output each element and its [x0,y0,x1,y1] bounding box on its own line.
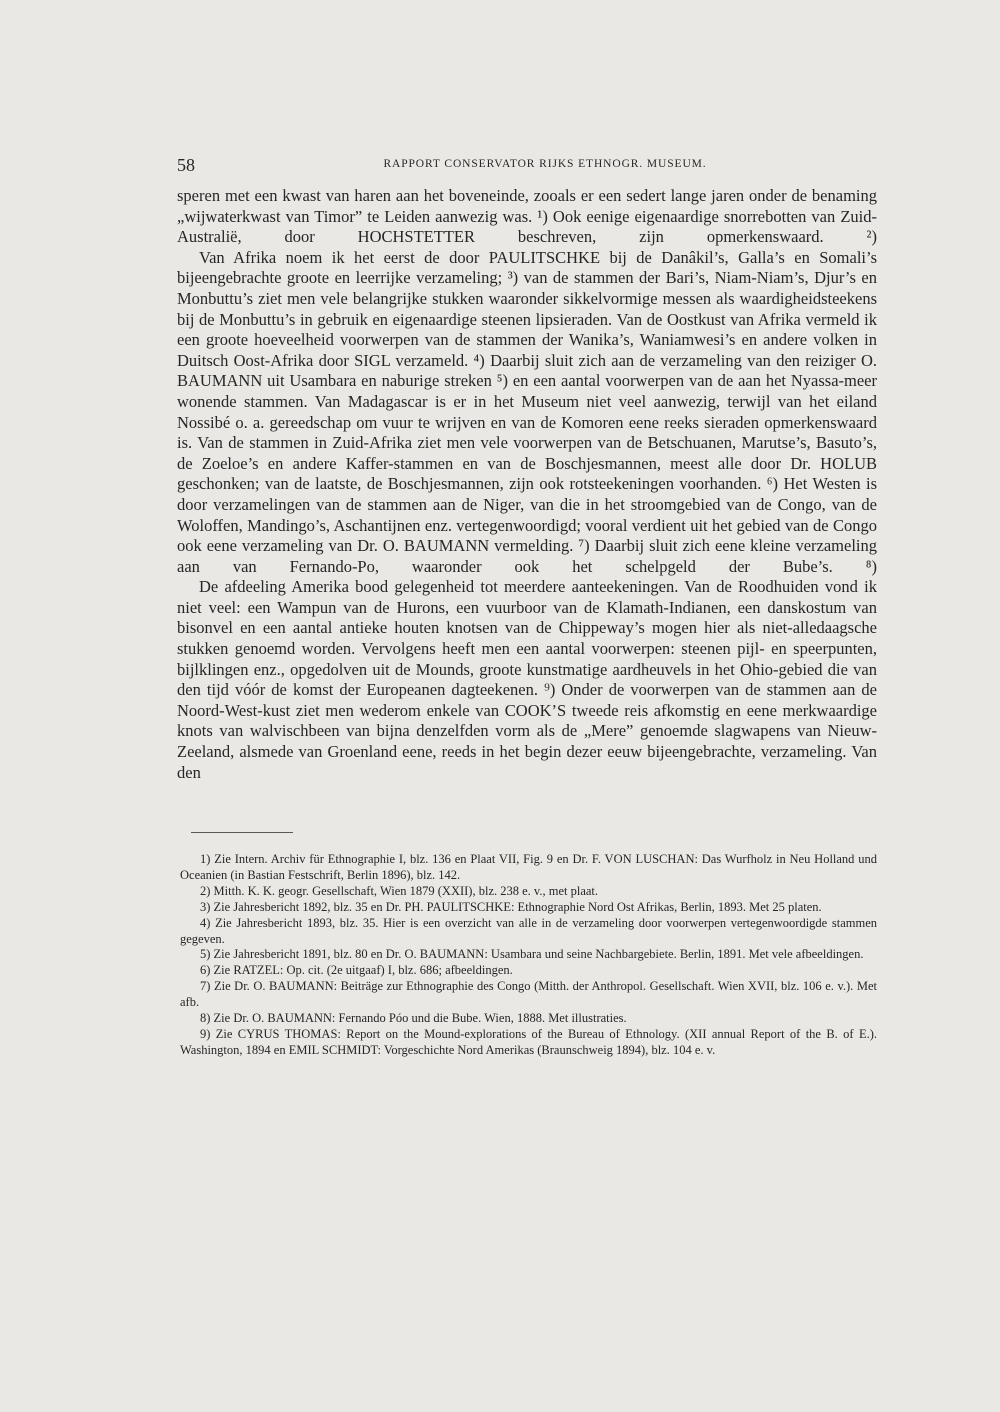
footnote-2: 2) Mitth. K. K. geogr. Gesellschaft, Wien 1879 (XXII), blz. 238 e. v., met plaat. [200,883,599,898]
footnote-5: 5) Zie Jahresbericht 1891, blz. 80 en Dr. O. BAUMANN: Usambara und seine Nachbargebiete. Berlin, 1891. Met vele afbeeldingen. [200,947,864,962]
footnote-6: 6) Zie RATZEL: Op. cit. (2e uitgaaf) I, blz. 686; afbeeldingen. [200,963,513,978]
running-head: RAPPORT CONSERVATOR RIJKS ETHNOGR. MUSEUM. [383,158,707,170]
footnote-1: 1) Zie Intern. Archiv für Ethnographie I, blz. 136 en Plaat VII, Fig. 9 en Dr. F. VON LUSCHAN: Das Wurfholz in Neu Holland und Oceanien (in Bastian Festschrift, Berlin 1896), blz. 142. [180,852,877,882]
footnote-8: 8) Zie Dr. O. BAUMANN: Fernando Póo und die Bube. Wien, 1888. Met illustraties. [200,1011,627,1026]
paragraph-2: Van Afrika noem ik het eerst de door PAULITSCHKE bij de Danâkil’s, Galla’s en Somali’s bijeengebrachte groote en leerrijke verzameling; ³) van de stammen der Bari’s, Niam-Niam’s, Djur’s en Monbuttu’s ziet men vele belangrijke stukken waaronder sikkelvormige messen als waardigheidsteekens bij de Monbuttu’s in gebruik en eigenaardige steenen lipsieraden. Van de Oostkust van Afrika vermeld ik een groote hoeveelheid voorwerpen van de stammen der Wanika’s, Waniamwesi’s en andere volken in Duitsch Oost-Afrika door SIGL verzameld. ⁴) Daarbij sluit zich aan de verzameling van den reiziger O. BAUMANN uit Usambara en naburige streken ⁵) en een aantal voorwerpen van de aan het Nyassa-meer wonende stammen. Van Madagascar is er in het Museum niet veel aanwezig, terwijl van het eiland Nossibé o. a. gereedschap om vuur te wrijven en van de Komoren eene reeks sieraden opmerkenswaard is. Van de stammen in Zuid-Afrika ziet men vele voorwerpen van de Betschuanen, Marutse’s, Basuto’s, de Zoeloe’s en andere Kaffer-stammen en van de Boschjesmannen, meest alle door Dr. HOLUB geschonken; van de laatste, de Boschjesmannen, zijn ook rotsteekeningen voorhanden. ⁶) Het Westen is door verzamelingen van de stammen aan de Niger, van die in het stroomgebied van de Congo, van de Woloffen, Mandingo’s, Aschantijnen enz. vertegenwoordigd; vooral verdient uit het gebied van de Congo ook eene verzameling van Dr. O. BAUMANN vermelding. ⁷) Daarbij sluit zich eene kleine verzameling aan van Fernando-Po, waaronder ook het schelpgeld der Bube’s. ⁸) [177,247,877,576]
footnote-4: 4) Zie Jahresbericht 1893, blz. 35. Hier is een overzicht van alle in de verzameling door voorwerpen vertegenwoordigde stammen gegeven. [180,915,877,946]
footnote-7: 7) Zie Dr. O. BAUMANN: Beiträge zur Ethnographie des Congo (Mitth. der Anthropol. Gesellschaft. Wien XVII, blz. 106 e. v.). Met afb. [180,979,877,1010]
footnote-separator [191,832,293,833]
footnotes [180,852,877,1059]
paragraph-1: speren met een kwast van haren aan het boveneinde, zooals er een sedert lange jaren onder de benaming „wijwaterkwast van Timor” te Leiden aanwezig was. ¹) Ook eenige eigenaardige snorrebotten van Zuid-Australië, door HOCHSTETTER beschreven, zijn opmerkenswaard. ²) [177,186,877,247]
page-number: 58 [177,155,195,175]
footnote-3: 3) Zie Jahresbericht 1892, blz. 35 en Dr. PH. PAULITSCHKE: Ethnographie Nord Ost Afrikas, Berlin, 1893. Met 25 platen. [200,899,822,914]
paragraph-3: De afdeeling Amerika bood gelegenheid tot meerdere aanteekeningen. Van de Roodhuiden vond ik niet veel: een Wampun van de Hurons, een vuurboor van de Klamath-Indianen, een danskostum van bisonvel en een aantal antieke houten knotsen van de Chippeway’s mogen hier als niet-alledaagsche stukken genoemd worden. Vervolgens heeft men een aantal voorwerpen: steenen pijl- en speerpunten, bijlklingen enz., opgedolven uit de Mounds, groote kunstmatige aardheuvels in het Ohio-gebied die van den tijd vóór de komst der Europeanen dagteekenen. ⁹) Onder de voorwerpen van de stammen aan de Noord-West-kust ziet men wederom enkele van COOK’S tweede reis afkomstig en eene merkwaardige knots van walvischbeen van bijna denzelfden vorm als de „Mere” genoemde slagwapens van Nieuw-Zeeland, alsmede van Groenland eene, reeds in het begin dezer eeuw bijeengebrachte, verzameling. Van den [177,577,877,782]
page-header [177,155,877,179]
footnote-9: 9) Zie CYRUS THOMAS: Report on the Mound-explorations of the Bureau of Ethnology. (XII annual Report of the B. of E.). Washington, 1894 en EMIL SCHMIDT: Vorgeschichte Nord Amerikas (Braunschweig 1894), blz. 104 e. v. [180,1026,877,1057]
body-text [177,186,877,783]
